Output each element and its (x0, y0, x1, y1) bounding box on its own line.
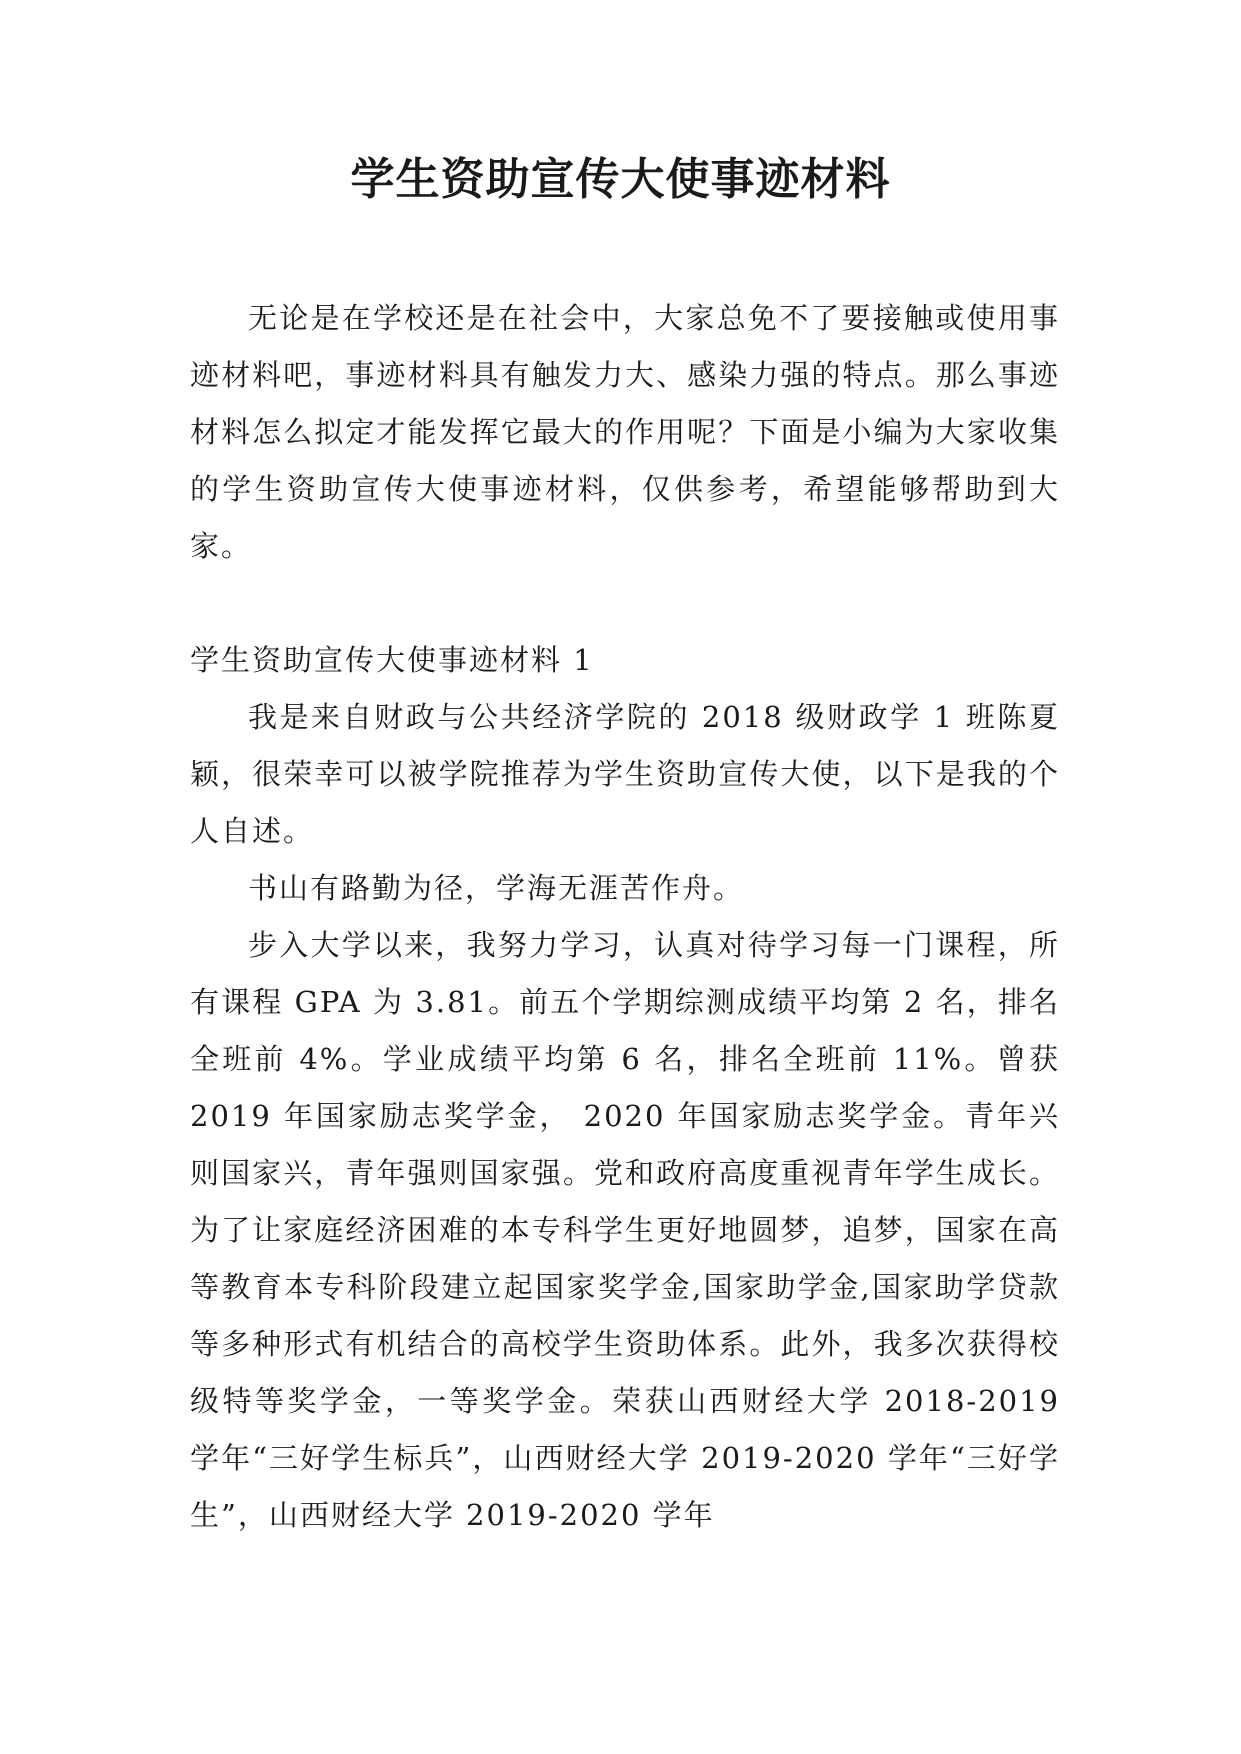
body-paragraph-2: 书山有路勤为径，学海无涯苦作舟。 (248, 871, 745, 905)
document-title: 学生资助宣传大使事迹材料 (350, 154, 891, 205)
intro-paragraph: 无论是在学校还是在社会中，大家总免不了要接触或使用事迹材料吧，事迹材料具有触发力大、感染力强的特点。那么事迹材料怎么拟定才能发挥它最大的作用呢？下面是小编为大家收集的学生资助宣传大使事迹材料，仅供参考，希望能够帮助到大家。 (190, 301, 1060, 563)
paragraph-gap (190, 575, 1060, 632)
body-paragraph-3: 步入大学以来，我努力学习，认真对待学习每一门课程，所有课程 GPA 为 3.81。前五个学期综测成绩平均第 2 名，排名全班前 4%。学业成绩平均第 6 名，排名全班前 11%。曾获 2019 年国家励志奖学金， 2020 年国家励志奖学金。青年兴则国家兴，青年强则国家强。党和政府高度重视青年学生成长。为了让家庭经济困难的本专科学生更好地圆梦，追梦，国家在高等教育本专科阶段建立起国家奖学金,国家助学金,国家助学贷款等多种形式有机结合的高校学生资助体系。此外，我多次获得校级特等奖学金，一等奖学金。荣获山西财经大学 2018-2019 学年“三好学生标兵”，山西财经大学 2019-2020 学年“三好学生”，山西财经大学 2019-2020 学年 (190, 928, 1060, 1532)
body-paragraph-1: 我是来自财政与公共经济学院的 2018 级财政学 1 班陈夏颖，很荣幸可以被学院推荐为学生资助宣传大使，以下是我的个人自述。 (190, 700, 1060, 848)
document-body (190, 290, 1060, 1544)
section-heading: 学生资助宣传大使事迹材料 1 (190, 643, 594, 677)
